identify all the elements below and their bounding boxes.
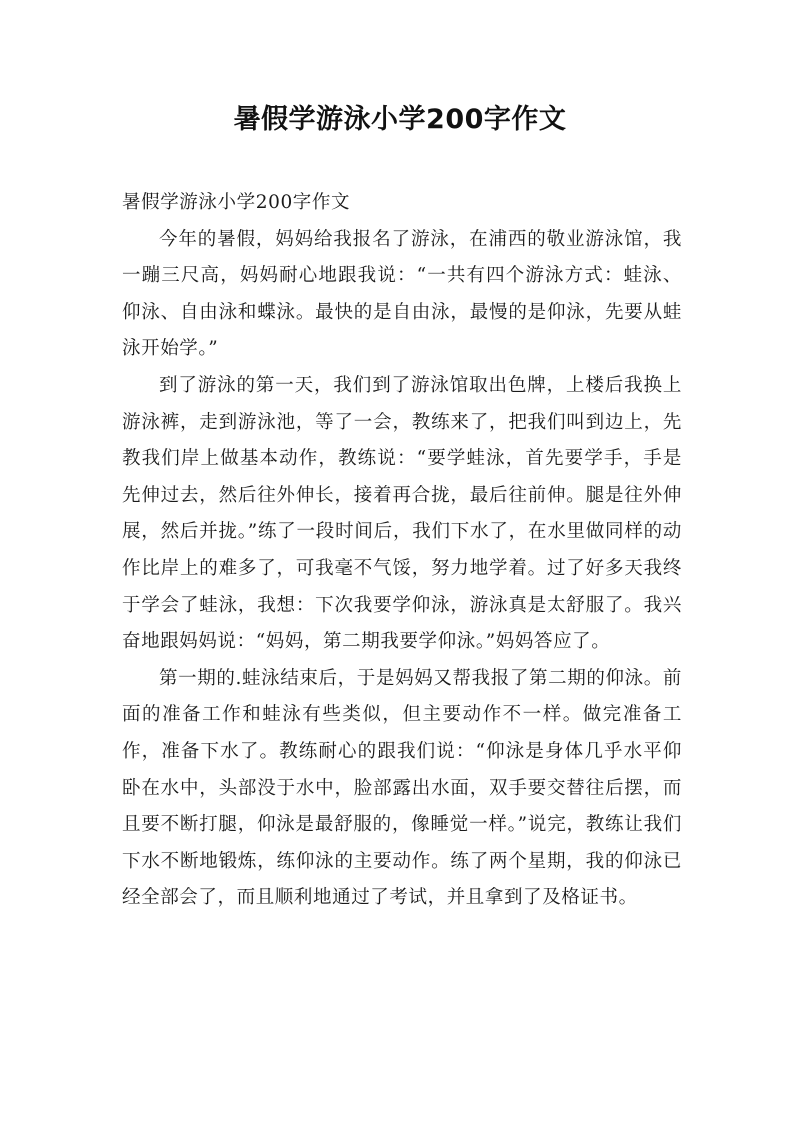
- document-title: 暑假学游泳小学200字作文: [233, 104, 567, 135]
- paragraph-2: 到了游泳的第一天，我们到了游泳馆取出色牌，上楼后我换上游泳裤，走到游泳池，等了一会，教练来了，把我们叫到边上，先教我们岸上做基本动作，教练说：“要学蛙泳，首先要学手，手是先伸过去，然后往外伸长，接着再合拢，最后往前伸。腿是往外伸展，然后并拢。”练了一段时间后，我们下水了，在水里做同样的动作比岸上的难多了，可我毫不气馁，努力地学着。过了好多天我终于学会了蛙泳，我想：下次我要学仰泳，游泳真是太舒服了。我兴奋地跟妈妈说：“妈妈，第二期我要学仰泳。”妈妈答应了。: [122, 374, 682, 653]
- document-body: [122, 185, 682, 917]
- document-subtitle: 暑假学游泳小学200字作文: [122, 192, 351, 213]
- paragraph-1: 今年的暑假，妈妈给我报名了游泳，在浦西的敬业游泳馆，我一蹦三尺高，妈妈耐心地跟我说：“一共有四个游泳方式：蛙泳、仰泳、自由泳和蝶泳。最快的是自由泳，最慢的是仰泳，先要从蛙泳开始学。”: [122, 228, 682, 360]
- paragraph-3: 第一期的.蛙泳结束后，于是妈妈又帮我报了第二期的仰泳。前面的准备工作和蛙泳有些类似，但主要动作不一样。做完准备工作，准备下水了。教练耐心的跟我们说：“仰泳是身体几乎水平仰卧在水中，头部没于水中，脸部露出水面，双手要交替往后摆，而且要不断打腿，仰泳是最舒服的，像睡觉一样。”说完，教练让我们下水不断地锻炼，练仰泳的主要动作。练了两个星期，我的仰泳已经全部会了，而且顺利地通过了考试，并且拿到了及格证书。: [122, 667, 682, 909]
